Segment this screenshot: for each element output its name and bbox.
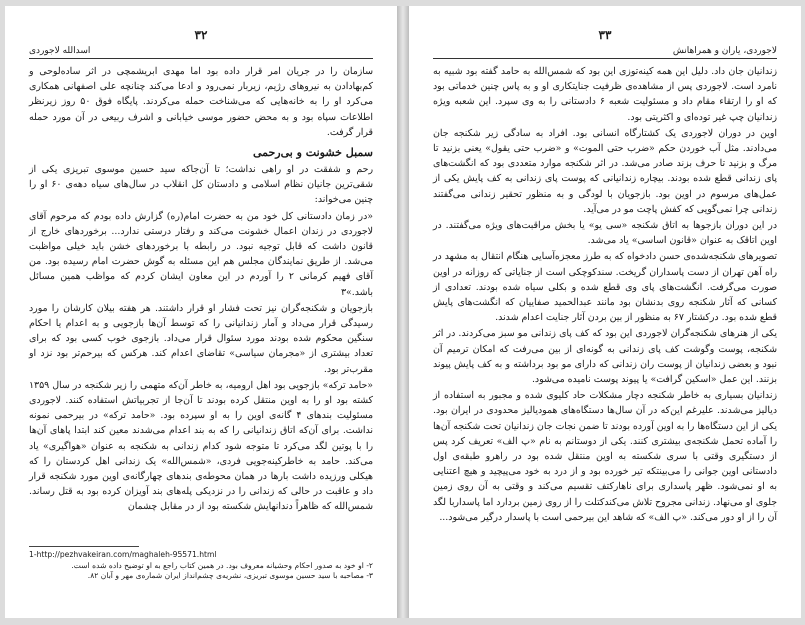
paragraph: یکی از هنرهای شکنجه‌گران لاجوردی این بود که کف پای زندانی مو سبز می‌کردند. در اثر شکنجه، پوست وگوشت کف پای زندانی به گونه‌ای از بین می‌رفت که امکان ترمیم آن نبود و بعضی زندانیان از پوست ران زندانی که دارای مو بود برداشته و به کف پایش پیوند بزنند. این عمل «اسکین گرافت» یا پیوند پوست نامیده می‌شود. [433,328,777,386]
section-title: سمبل خشونت و بی‌رحمی [252,146,373,160]
page-number: ۳۲ [194,28,208,42]
left-page [5,6,397,618]
paragraph: زندانیان بسیاری به خاطر شکنجه دچار مشکلات حاد کلیوی شده و مجبور به استفاده از دیالیز می‌شدند. علیرغم این‌که در آن سال‌ها دستگاه‌های همودیالیز محدودی در ایران بود. یکی از این دستگاه‌ها را به اوین آورده بودند تا ضمن نجات جان زندانیان تحت شکنجه آن‌ها را آماده تحمل شکنجه‌ی بیشتری کنند. یکی از دوستانم به نام «پ الف» تعریف کرد پس از دستگیری وقتی با سری شکسته به اوین منتقل شده بود در راهرو طبقه‌ی اول دادستانی اوین جوانی را می‌بینتکه تیر خورده بود و از درد به خود می‌پیچید و هیچ اعتنایی به او نمی‌شود. ظهر پاسداری برای ناهارکتف تقسیم می‌کند و وقتی به آن روی زمین جلوی او می‌نهاد. زندانی مجروح تلاش می‌کندکتلت را از روی زمین بردارد اما پاسداربا لگد آن را از او دور می‌کند. «پ الف» که شاهد این بیرحمی است با پاسدار درگیر می‌شود... [433,390,777,523]
paragraph: زندانیان جان داد. دلیل این همه کینه‌توزی این بود که شمس‌الله به حامد گفته بود شبیه به نامرد است. لاجوردی پس از مشاهده‌ی ظرفیت جنایتکاری او و به پاس چنین خدماتی بود که او را ارتقاء مقام داد و مسئولیت شعبه ۶ دادستانی را به وی سپرد. این شعبه ویژه زندانیان چپ غیر توده‌ای و اکثریتی بود. [433,66,777,123]
paragraph: سازمان را در جریان امر قرار داده بود اما مهدی ابریشمچی در اثر ساده‌لوحی و کم‌بهادادن به نیروهای رژیم، زیربار نمی‌رود و ادعا می‌کند چنانچه علی اصفهانی همکاری می‌کرد او را به خانه‌هایی که می‌شناخت حمله می‌کردند. پایگاه فوق ۵۰ روز زیرنظر اطلاعات سپاه بود و به محض حضور موسی خیابانی و اشرف ربیعی در آن مورد حمله قرار گرفت. [29,66,374,138]
footnote-url[interactable]: 1-http://pezhvakeiran.com/maghaleh-95571.html [29,550,217,559]
paragraph: تصویرهای شکنجه‌شده‌ی حسن دادخواه که به طرز معجزه‌آسایی هنگام انتقال به مشهد در راه آهن تهران از دست پاسداران گریخت. سندکوچکی است از جنایاتی که روزانه در اوین صورت می‌گرفت. انگشت‌های پای وی قطع شده و بکلی سیاه شده بودند. تعدادی از کسانی که آثار شکنجه روی بدنشان بود مانند عبدالحمید صفاییان که انگشت‌های پایش قطع شده بود. درکشتار ۶۷ به منظور از بین بردن آثار جنایت اعدام شدند. [433,251,777,324]
paragraph: «حامد ترکه» بازجویی بود اهل ارومیه، به خاطر آن‌که متهمی را زیر شکنجه در سال ۱۳۵۹ کشته بود او را به اوین منتقل کرده بودند تا آن‌جا از تجربیاتش استفاده کنند. لاجوردی مسئولیت بندهای ۴ گانه‌ی اوین را به او سپرده بود. «حامد ترکه» در بیرحمی نمونه نداشت. برای آن‌که اتاق زندانیانی را که به بند اعدام می‌شدند معین کند ابتدا پاهای آن‌ها را با پوتین لگد می‌کرد تا متوجه شود کدام زندانی به شکنجه به عنوان «هواگیری» یاد می‌کند. حامد به خاطرکینه‌جویی فردی، «شمس‌الله» یک زندانی اهل کردستان را که هیکلی ورزیده داشت بارها در همان محوطه‌ی بندهای چهارگانه‌ی اوین مورد شکنجه قرار داد و عاقبت در حالی که زندانی را در نزدیکی پله‌های بند آویزان کرده بود به قتل رساند. شمس‌الله که ظاهراً دندانهایش شکسته بود از در مقابل چشمان [29,379,373,513]
page-number: ۳۳ [598,28,612,42]
left-page-body [29,64,373,516]
paragraph: بازجویان و شکنجه‌گران نیز تحت فشار او قرار داشتند. هر هفته بیلان کارشان را مورد رسیدگی قرار می‌داد و آمار زندانیانی را که توسط آن‌ها بازجویی و به اعدام یا احکام سنگین محکوم شده بودند مورد سئوال قرار می‌داد. بازجوی خوب کسی بود که برای تعداد بیشتری از «مجرمان سیاسی» تقاضای اعدام کند. هرکس که بیرحم‌تر بود نزد او مقرب‌تر بود. [29,302,373,375]
footnote-rule [29,546,139,547]
quotation: «در زمان دادستانی کل خود من به حضرت امام(ره) گزارش داده بودم که مرحوم آقای لاجوردی در زندان اعمال خشونت می‌کند و رفتار درستی ندارد... برخوردهای خارج از قانون داشت که قابل توجیه نبود. در رابطه با برخوردهای خشن باید خیلی مواظبت می‌شد. از طریق نمایندگان مجلس هم این مسئله به گوش حضرت امام رسیده بود. من آقای فهیم کرمانی ۲ را آوردم در این معاون ایشان کردم که مواظب همین مسائل باشد.»۳ [29,210,373,298]
footnotes [29,550,373,582]
book-gutter [397,6,409,618]
paragraph: اوین در دوران لاجوردی یک کشتارگاه انسانی بود. افراد به سادگی زیر شکنجه جان می‌دادند. مثل آب خوردن حکم «ضرب حتی الموت» و «ضرب حتی یقول» یعنی بزنید تا مرگ و بزنید تا حرف بزند صادر می‌شد. در اثر شکنجه موارد متعددی بود که انگشت‌های پای زندانی قطع شده بودند. بیچاره زندانیانی که پوست پای زندانی به کف پایش یکی از عمل‌های مرسوم در اوین بود. بازجویان با لودگی و به منظور تحقیر زندانی می‌گفتند زندانی چرا نمی‌گویی که کفش پاچت مو در می‌آید. [433,127,777,215]
right-page [409,6,801,618]
running-head: لاجوردی، یاران و همراهانش [672,46,777,56]
left-page-header [29,28,373,59]
paragraph: در این دوران بازجوها به اتاق شکنجه «سی یو» یا بخش مراقبت‌های ویژه می‌گفتند. در اوین اتاقک به عنوان «قانون اساسی» یاد می‌شد. [433,220,777,247]
right-page-header [433,28,777,59]
footnote: ۳- مصاحبه با سید حسین موسوی تبریزی، نشریه‌ی چشم‌انداز ایران شماره‌ی مهر و آبان ۸۲. [87,571,373,580]
footnote: ۲- او خود به صدور احکام وحشیانه معروف بود. در همین کتاب راجع به او توضیح داده شده است. [71,560,373,570]
paragraph: رحم و شفقت در او راهی نداشت؛ تا آن‌جاکه سید حسین موسوی تبریزی یکی از شقی‌ترین جانیان نظام اسلامی و دادستان کل انقلاب در سال‌های سیاه دهه‌ی ۶۰ او را چنین می‌خواند: [29,164,373,206]
running-head: اسدالله لاجوردی [29,46,91,56]
right-page-body [433,64,777,526]
